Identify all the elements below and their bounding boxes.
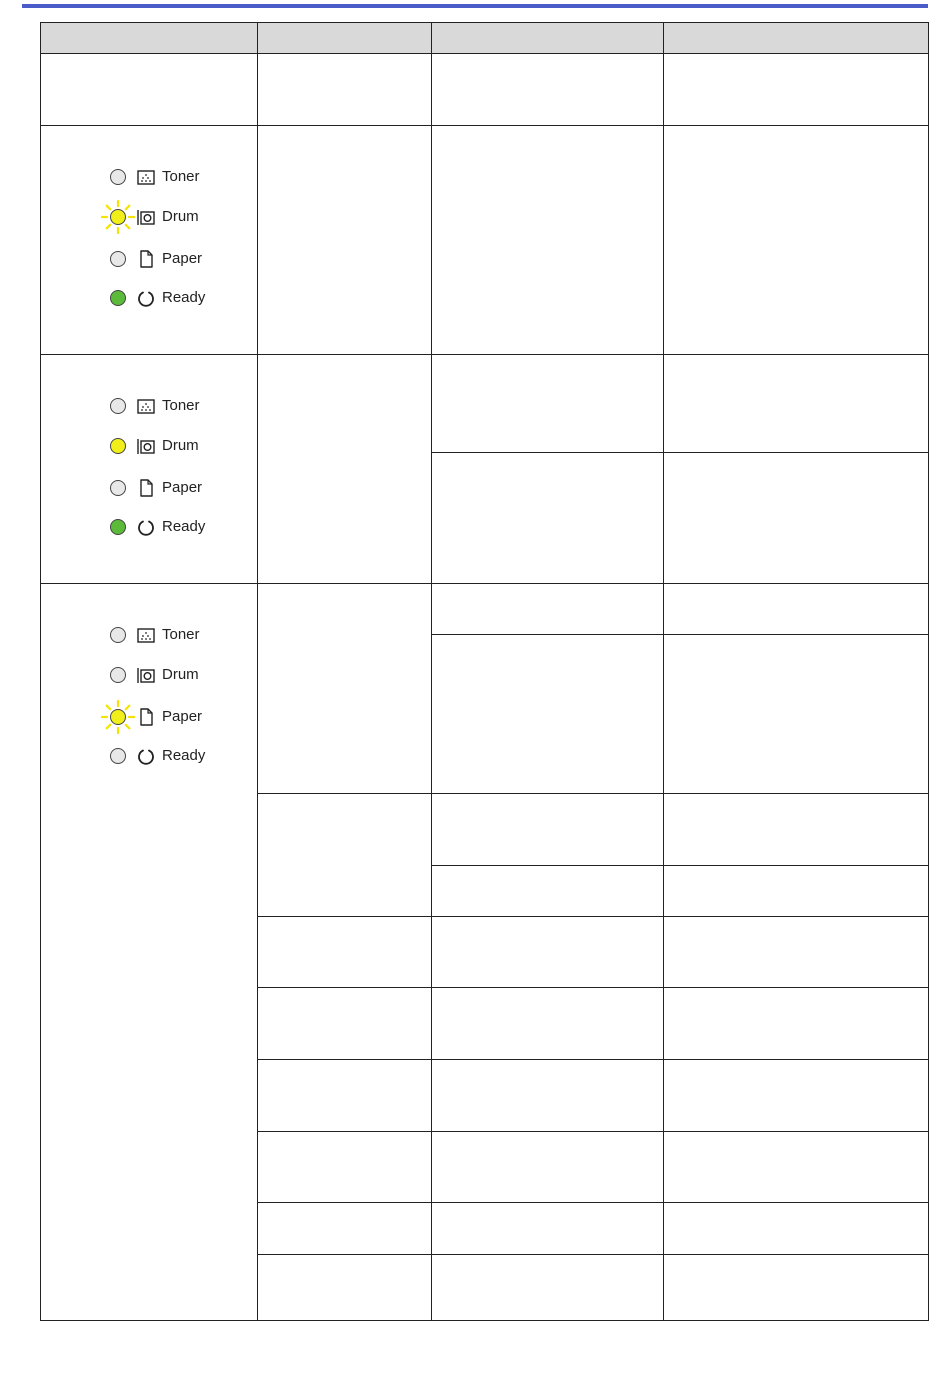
paper-icon: [136, 478, 156, 498]
led-drum-label: Drum: [162, 208, 199, 225]
led-paper-label: Paper: [162, 479, 203, 496]
ready-icon: [136, 746, 156, 766]
led-indication-table: [40, 22, 929, 1321]
led-row-paper: [41, 706, 257, 730]
table-cell: [432, 355, 664, 453]
led-paper-indicator: [110, 709, 126, 725]
led-ready-indicator: [110, 290, 126, 306]
table-cell: [664, 917, 929, 988]
led-toner-label: Toner: [162, 168, 200, 185]
table-cell: [258, 794, 432, 917]
led-cell: [41, 126, 258, 355]
table-cell: [258, 917, 432, 988]
table-cell: [258, 355, 432, 584]
paper-icon: [136, 249, 156, 269]
header-cell: [664, 23, 929, 54]
table-row: [41, 584, 929, 635]
led-ready-indicator: [110, 519, 126, 535]
drum-icon: [136, 665, 156, 685]
led-ready-label: Ready: [162, 289, 206, 306]
led-drum-label: Drum: [162, 437, 199, 454]
toner-icon: [136, 167, 156, 187]
table-cell: [41, 54, 258, 126]
table-cell: [664, 126, 929, 355]
table-cell: [258, 1255, 432, 1321]
led-cell: [41, 584, 258, 1321]
table-cell: [258, 1203, 432, 1255]
header-cell: [258, 23, 432, 54]
table-cell: [664, 54, 929, 126]
led-row-toner: [41, 395, 257, 419]
table-cell: [432, 1132, 664, 1203]
table-cell: [258, 584, 432, 794]
led-toner-indicator: [110, 169, 126, 185]
led-ready-label: Ready: [162, 747, 206, 764]
led-drum-indicator: [110, 667, 126, 683]
led-panel: [41, 624, 257, 784]
table-cell: [432, 453, 664, 584]
led-drum-indicator: [110, 438, 126, 454]
paper-icon: [136, 707, 156, 727]
table-cell: [432, 917, 664, 988]
table-cell: [432, 866, 664, 917]
top-rule: [22, 4, 928, 8]
table-cell: [432, 1255, 664, 1321]
table-cell: [432, 794, 664, 866]
toner-icon: [136, 625, 156, 645]
led-toner-label: Toner: [162, 397, 200, 414]
table-cell: [432, 126, 664, 355]
led-row-toner: [41, 624, 257, 648]
led-paper-label: Paper: [162, 708, 203, 725]
drum-icon: [136, 207, 156, 227]
table-cell: [258, 1060, 432, 1132]
table-cell: [664, 794, 929, 866]
led-row-ready: [41, 287, 257, 311]
led-row-drum: [41, 206, 257, 230]
ready-icon: [136, 288, 156, 308]
table-cell: [258, 1132, 432, 1203]
ready-icon: [136, 517, 156, 537]
led-drum-label: Drum: [162, 666, 199, 683]
table-cell: [664, 1132, 929, 1203]
table-cell: [664, 635, 929, 794]
led-ready-label: Ready: [162, 518, 206, 535]
table-cell: [432, 584, 664, 635]
table-cell: [664, 988, 929, 1060]
table-cell: [432, 1203, 664, 1255]
table-row: [41, 54, 929, 126]
led-row-drum: [41, 435, 257, 459]
header-cell: [432, 23, 664, 54]
led-drum-indicator: [110, 209, 126, 225]
header-row: [41, 23, 929, 54]
led-panel: [41, 395, 257, 555]
led-paper-label: Paper: [162, 250, 203, 267]
led-row-paper: [41, 248, 257, 272]
led-panel: [41, 166, 257, 326]
led-row-ready: [41, 745, 257, 769]
led-toner-indicator: [110, 627, 126, 643]
table-cell: [664, 1203, 929, 1255]
led-row-toner: [41, 166, 257, 190]
led-row-paper: [41, 477, 257, 501]
table-cell: [664, 1060, 929, 1132]
led-paper-indicator: [110, 251, 126, 267]
table-cell: [258, 54, 432, 126]
led-ready-indicator: [110, 748, 126, 764]
table-cell: [664, 453, 929, 584]
led-paper-indicator: [110, 480, 126, 496]
toner-icon: [136, 396, 156, 416]
table-cell: [258, 988, 432, 1060]
table-cell: [664, 584, 929, 635]
table-cell: [664, 1255, 929, 1321]
table-cell: [258, 126, 432, 355]
led-row-ready: [41, 516, 257, 540]
table-cell: [432, 988, 664, 1060]
table-cell: [432, 635, 664, 794]
table-cell: [664, 866, 929, 917]
led-toner-label: Toner: [162, 626, 200, 643]
table-cell: [664, 355, 929, 453]
led-cell: [41, 355, 258, 584]
led-row-drum: [41, 664, 257, 688]
table-cell: [432, 1060, 664, 1132]
drum-icon: [136, 436, 156, 456]
table-row: [41, 126, 929, 355]
led-toner-indicator: [110, 398, 126, 414]
table-row: [41, 355, 929, 453]
table-cell: [432, 54, 664, 126]
header-cell: [41, 23, 258, 54]
